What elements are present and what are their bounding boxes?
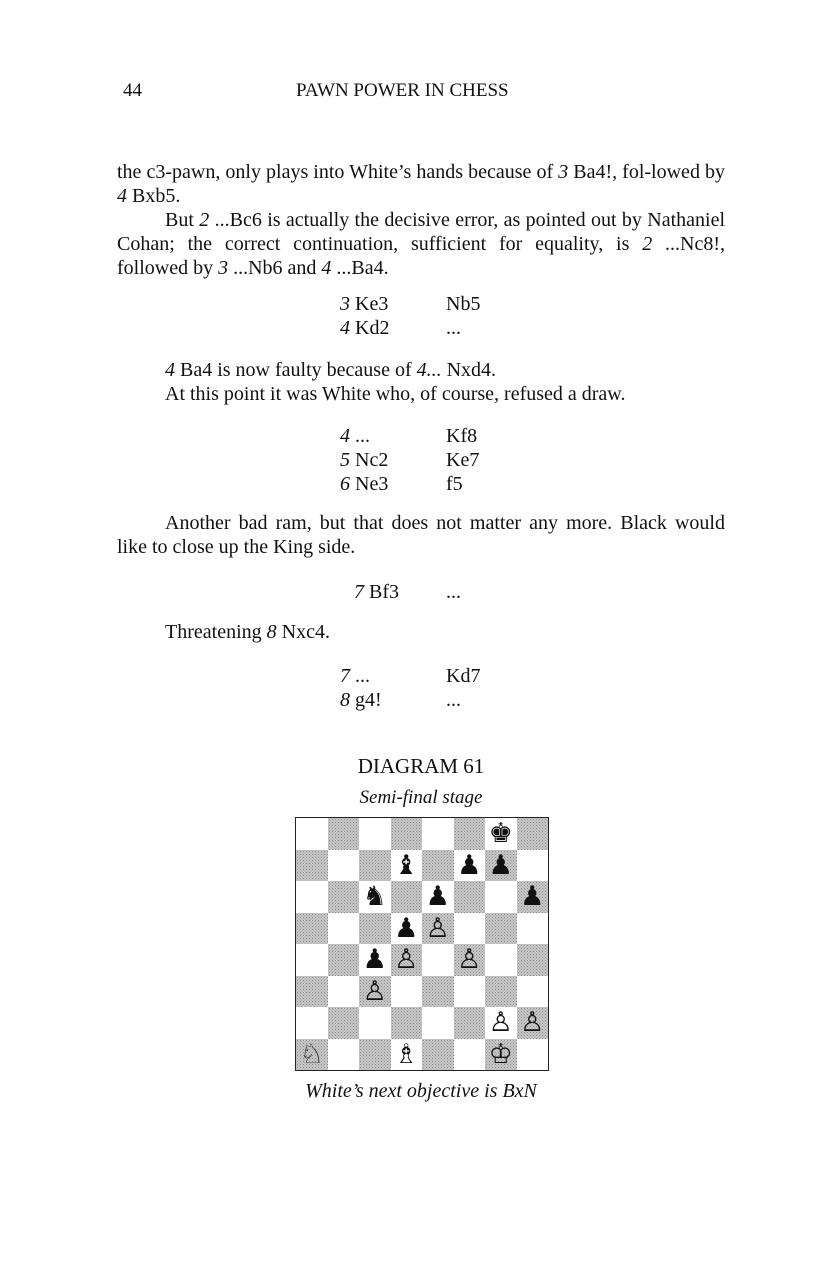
move-number: 4: [340, 425, 350, 447]
board-square-a5: [296, 913, 328, 945]
move-row: [354, 580, 461, 604]
board-square-d6: [391, 881, 423, 913]
move-number: 5: [340, 449, 350, 471]
move-number: 3: [218, 257, 229, 279]
piece-c6: ♞: [362, 881, 387, 913]
paragraph: [117, 208, 725, 280]
board-square-c8: [359, 818, 391, 850]
moves-block: [340, 424, 479, 496]
paragraph: Another bad ram, but that does not matter any more. Black would like to close up the King side.: [117, 512, 725, 558]
board-square-h3: [517, 976, 549, 1008]
board-square-b2: [328, 1007, 360, 1039]
black-move: ...: [446, 317, 461, 339]
piece-a1: ♘: [299, 1038, 324, 1070]
paragraph: At this point it was White who, of course, refused a draw.: [165, 383, 626, 405]
text: Nxd4.: [441, 359, 497, 381]
moves-block: [354, 580, 461, 604]
piece-e6: ♟: [425, 881, 450, 913]
board-square-h5: [517, 913, 549, 945]
board-square-b6: [328, 881, 360, 913]
moves-block: [340, 292, 480, 340]
board-square-f8: [454, 818, 486, 850]
piece-c4: ♟: [362, 944, 387, 976]
piece-d4: ♙: [394, 944, 419, 976]
white-move: Ke3: [350, 293, 389, 315]
move-number: 6: [340, 473, 350, 495]
board-square-f3: [454, 976, 486, 1008]
text: But: [165, 209, 200, 231]
move-row: [340, 424, 479, 448]
board-square-a3: [296, 976, 328, 1008]
page-number: 44: [123, 80, 142, 101]
board-square-a2: [296, 1007, 328, 1039]
board-square-e4: [422, 944, 454, 976]
move-row: [340, 448, 479, 472]
move-row: [340, 688, 480, 712]
board-square-g6: [485, 881, 517, 913]
text: Ba4 is now faulty because of: [175, 359, 417, 381]
black-move: Nb5: [446, 293, 481, 315]
move-number: 3: [558, 161, 569, 183]
white-move: ...: [350, 425, 370, 447]
white-move: Bf3: [364, 581, 399, 603]
board-square-a6: [296, 881, 328, 913]
paragraph: [165, 358, 765, 382]
diagram-caption: White’s next objective is BxN: [305, 1080, 537, 1102]
white-move: Nc2: [350, 449, 389, 471]
board-square-f5: [454, 913, 486, 945]
board-square-b1: [328, 1039, 360, 1071]
board-square-f2: [454, 1007, 486, 1039]
piece-d7: ♝: [394, 849, 419, 881]
piece-e5: ♙: [425, 912, 450, 944]
move-number: 7: [340, 665, 350, 687]
board-square-a4: [296, 944, 328, 976]
move-number: 7: [354, 581, 364, 603]
move-number: 4: [117, 185, 127, 207]
move-row: [340, 292, 480, 316]
board-square-h4: [517, 944, 549, 976]
diagram-title: DIAGRAM 61: [357, 754, 485, 778]
board-square-d2: [391, 1007, 423, 1039]
board-square-b8: [328, 818, 360, 850]
move-number: 3: [340, 293, 350, 315]
move-number: 4...: [416, 359, 442, 381]
text: ...Ba4.: [331, 257, 389, 279]
board-square-e3: [422, 976, 454, 1008]
board-square-b4: [328, 944, 360, 976]
board-square-e1: [422, 1039, 454, 1071]
black-move: ...: [446, 689, 461, 711]
board-square-f1: [454, 1039, 486, 1071]
piece-h2: ♙: [520, 1007, 545, 1039]
move-number: 8: [340, 689, 350, 711]
piece-d1: ♗: [394, 1038, 419, 1070]
paragraph: [117, 160, 725, 208]
black-move: Ke7: [446, 449, 480, 471]
chess-board: [295, 817, 549, 1071]
board-square-h1: [517, 1039, 549, 1071]
board-square-b5: [328, 913, 360, 945]
board-square-e7: [422, 850, 454, 882]
text: Ba4!, fol-lowed by: [568, 161, 725, 183]
move-row: [340, 664, 480, 688]
board-square-h7: [517, 850, 549, 882]
piece-d5: ♟: [394, 912, 419, 944]
running-title: PAWN POWER IN CHESS: [296, 80, 509, 101]
board-square-d3: [391, 976, 423, 1008]
text: ...Nc8!, followed by: [117, 233, 726, 279]
body-text-mid: [165, 358, 765, 406]
black-move: Kd7: [446, 665, 481, 687]
board-square-c7: [359, 850, 391, 882]
board-square-b7: [328, 850, 360, 882]
piece-g2: ♙: [488, 1007, 513, 1039]
board-square-c5: [359, 913, 391, 945]
board-square-e8: [422, 818, 454, 850]
black-move: ...: [446, 581, 461, 603]
board-square-c1: [359, 1039, 391, 1071]
move-number: 4: [165, 359, 175, 381]
board-square-c2: [359, 1007, 391, 1039]
text: Bxb5.: [127, 185, 181, 207]
board-square-g4: [485, 944, 517, 976]
black-move: Kf8: [446, 425, 478, 447]
body-text-threat: [165, 620, 765, 644]
piece-h6: ♟: [520, 881, 545, 913]
text: ...Bc6 is actually the decisive error, as pointed out by Nathaniel Cohan; the correct continuation, sufficient for equality, is: [117, 209, 726, 255]
text: Threatening: [165, 621, 267, 643]
move-row: [340, 316, 480, 340]
board-square-g5: [485, 913, 517, 945]
piece-g8: ♚: [488, 818, 513, 850]
move-number: 2: [199, 209, 210, 231]
body-text-top: [117, 160, 725, 280]
piece-f4: ♙: [457, 944, 482, 976]
move-number: 2: [642, 233, 653, 255]
text: Nxc4.: [276, 621, 330, 643]
piece-c3: ♙: [362, 975, 387, 1007]
board-square-a8: [296, 818, 328, 850]
board-square-f6: [454, 881, 486, 913]
board-square-e2: [422, 1007, 454, 1039]
board-square-b3: [328, 976, 360, 1008]
move-number: 4: [340, 317, 350, 339]
white-move: ...: [350, 665, 370, 687]
piece-g1: ♔: [488, 1038, 513, 1070]
white-move: Ne3: [350, 473, 389, 495]
piece-f7: ♟: [457, 849, 482, 881]
move-number: 8: [266, 621, 277, 643]
paragraph: [165, 620, 765, 644]
text: ...Nb6 and: [228, 257, 322, 279]
white-move: Kd2: [350, 317, 390, 339]
board-square-a7: [296, 850, 328, 882]
board-square-d8: [391, 818, 423, 850]
piece-g7: ♟: [488, 849, 513, 881]
move-row: [340, 472, 479, 496]
body-text-ram: [117, 511, 725, 559]
moves-block: [340, 664, 480, 712]
white-move: g4!: [350, 689, 382, 711]
black-move: f5: [446, 473, 463, 495]
move-number: 4: [321, 257, 332, 279]
board-square-g3: [485, 976, 517, 1008]
text: the c3-pawn, only plays into White’s hands because of: [117, 161, 559, 183]
diagram-subtitle: Semi-final stage: [359, 787, 483, 808]
board-square-h8: [517, 818, 549, 850]
